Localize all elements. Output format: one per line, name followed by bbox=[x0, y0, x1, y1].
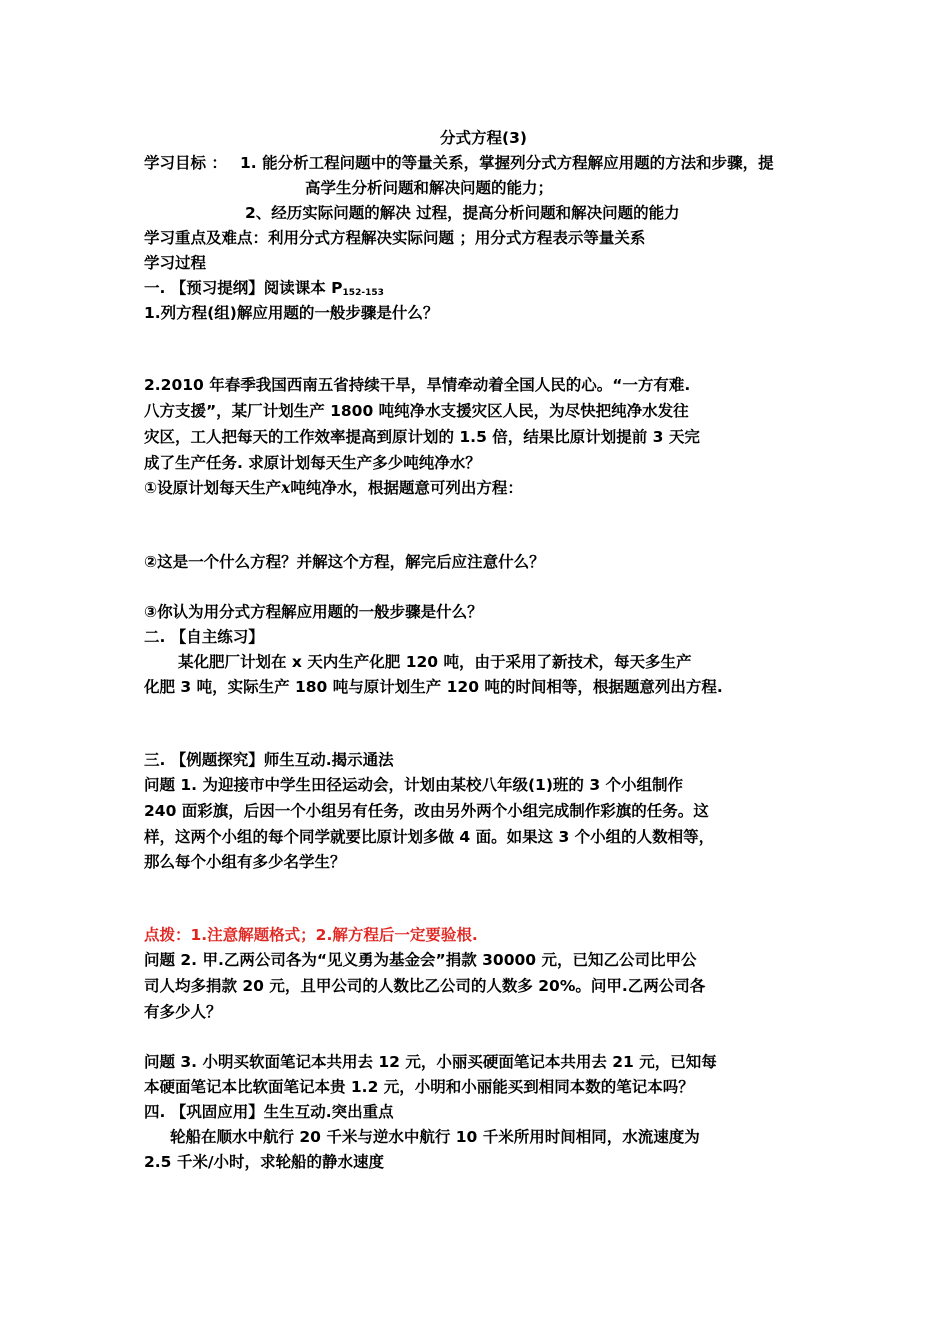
problem-2-line: 司人均多捐款 20 元，且甲公司的人数比乙公司的人数多 20%。问甲.乙两公司各 bbox=[144, 977, 706, 995]
step-1-variable: x bbox=[281, 478, 291, 497]
problem-1-line: 那么每个小组有多少名学生？ bbox=[144, 853, 346, 871]
hint: 点拨：1.注意解题格式；2.解方程后一定要验根. bbox=[144, 926, 478, 944]
section1-heading bbox=[144, 278, 384, 301]
question-1: 1.列方程(组)解应用题的一般步骤是什么？ bbox=[144, 304, 439, 322]
section2-line: 某化肥厂计划在 x 天内生产化肥 120 吨，由于采用了新技术，每天多生产 bbox=[178, 653, 692, 671]
process-heading: 学习过程 bbox=[144, 254, 207, 272]
step-1-b: 吨纯净水，根据题意可列出方程： bbox=[290, 479, 523, 497]
section2-line: 化肥 3 吨，实际生产 180 吨与原计划生产 120 吨的时间相等，根据题意列出方程. bbox=[144, 678, 723, 696]
section1-page-range: 152-153 bbox=[342, 288, 384, 298]
step-1-a: ①设原计划每天生产 bbox=[144, 479, 282, 497]
objectives-label: 学习目标 ： bbox=[144, 154, 227, 172]
question-2-line: 八方支援”，某厂计划生产 1800 吨纯净水支援灾区人民，为尽快把纯净水发往 bbox=[144, 402, 689, 420]
section4-line: 轮船在顺水中航行 20 千米与逆水中航行 10 千米所用时间相同，水流速度为 bbox=[170, 1128, 700, 1146]
problem-2-line: 问题 2. 甲.乙两公司各为“见义勇为基金会”捐款 30000 元，已知乙公司比甲公 bbox=[144, 951, 697, 969]
section1-heading-text: 一. 【预习提纲】阅读课本 P bbox=[144, 279, 343, 297]
page-title: 分式方程(3) bbox=[440, 129, 527, 147]
section3-heading: 三. 【例题探究】师生互动.揭示通法 bbox=[144, 751, 394, 769]
section4-line: 2.5 千米/小时，求轮船的静水速度 bbox=[144, 1153, 385, 1171]
step-2: ②这是一个什么方程？并解这个方程，解完后应注意什么？ bbox=[144, 553, 545, 571]
question-2-line: 成了生产任务. 求原计划每天生产多少吨纯净水？ bbox=[144, 454, 481, 472]
section2-heading: 二. 【自主练习】 bbox=[144, 628, 264, 646]
problem-1-line: 240 面彩旗，后因一个小组另有任务，改由另外两个小组完成制作彩旗的任务。这 bbox=[144, 802, 709, 820]
section4-heading: 四. 【巩固应用】生生互动.突出重点 bbox=[144, 1103, 394, 1121]
problem-1-line: 样，这两个小组的每个同学就要比原计划多做 4 面。如果这 3 个小组的人数相等， bbox=[144, 828, 715, 846]
step-3: ③你认为用分式方程解应用题的一般步骤是什么？ bbox=[144, 603, 483, 621]
problem-1-line: 问题 1. 为迎接市中学生田径运动会，计划由某校八年级(1)班的 3 个小组制作 bbox=[144, 776, 683, 794]
question-2-line: 灾区，工人把每天的工作效率提高到原计划的 1.5 倍，结果比原计划提前 3 天完 bbox=[144, 428, 700, 446]
problem-3-line: 问题 3. 小明买软面笔记本共用去 12 元，小丽买硬面笔记本共用去 21 元，已知每 bbox=[144, 1053, 717, 1071]
objective-1-line1: 1. 能分析工程问题中的等量关系，掌握列分式方程解应用题的方法和步骤，提 bbox=[240, 154, 774, 172]
question-2-line: 2.2010 年春季我国西南五省持续干旱，旱情牵动着全国人民的心。“一方有难. bbox=[144, 376, 691, 394]
key-points: 学习重点及难点：利用分式方程解决实际问题 ；用分式方程表示等量关系 bbox=[144, 229, 646, 247]
problem-3-line: 本硬面笔记本比软面笔记本贵 1.2 元，小明和小丽能买到相同本数的笔记本吗？ bbox=[144, 1078, 694, 1096]
objective-2: 2、经历实际问题的解决 过程，提高分析问题和解决问题的能力 bbox=[245, 204, 680, 222]
objective-1-line2: 高学生分析问题和解决问题的能力； bbox=[305, 179, 554, 197]
problem-2-line: 有多少人？ bbox=[144, 1003, 222, 1021]
step-1 bbox=[144, 478, 523, 498]
